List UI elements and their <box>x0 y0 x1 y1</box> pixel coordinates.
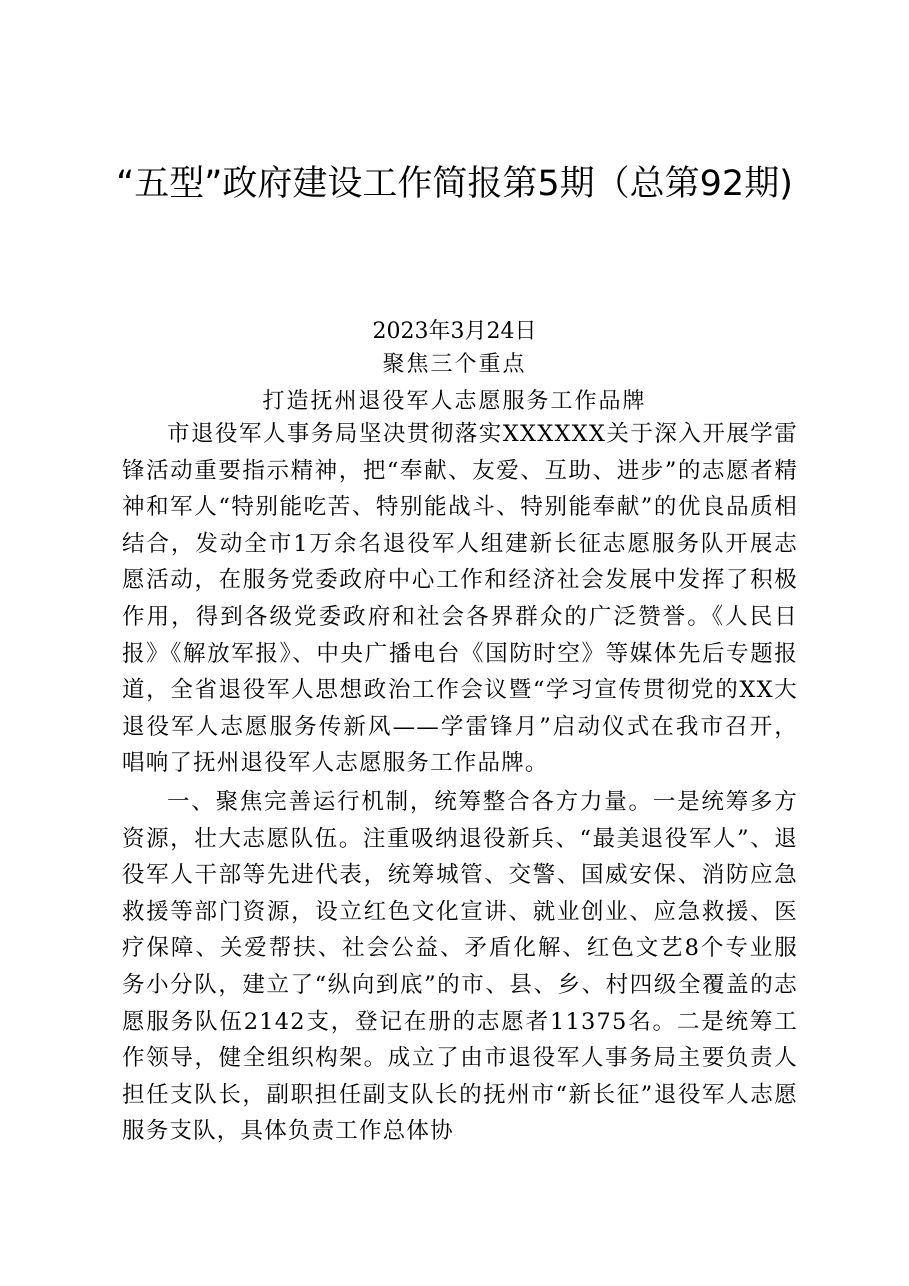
document-title: “五型”政府建设工作简报第5期（总第92期) <box>116 164 793 204</box>
article-subtitle-line2: 打造抚州退役军人志愿服务工作品牌 <box>262 389 647 414</box>
paragraph-intro: 市退役军人事务局坚决贯彻落实XXXXXX关于深入开展学雷锋活动重要指示精神，把“奉献、友爱、互助、进步”的志愿者精神和军人“特别能吃苦、特别能战斗、特别能奉献”的优良品质相结合，发动全市1万余名退役军人组建新长征志愿服务队开展志愿活动，在服务党委政府中心工作和经济社会发展中发挥了积极作用，得到各级党委政府和社会各界群众的广泛赞誉。《人民日报》《解放军报》、中央广播电台《国防时空》等媒体先后专题报道，全省退役军人思想政治工作会议暨“学习宣传贯彻党的XX大退役军人志愿服务传新风——学雷锋月”启动仪式在我市召开，唱响了抚州退役军人志愿服务工作品牌。 <box>122 421 798 777</box>
article-subtitle-line1: 聚焦三个重点 <box>382 352 527 377</box>
paragraph-section-one: 一、聚焦完善运行机制，统筹整合各方力量。一是统筹多方资源，壮大志愿队伍。注重吸纳退役新兵、“最美退役军人”、退役军人干部等先进代表，统筹城管、交警、国威安保、消防应急救援等部门资源，设立红色文化宣讲、就业创业、应急救援、医疗保障、关爱帮扶、社会公益、矛盾化解、红色文艺8个专业服务小分队，建立了“纵向到底”的市、县、乡、村四级全覆盖的志愿服务队伍2142支，登记在册的志愿者11375名。二是统筹工作领导，健全组织构架。成立了由市退役军人事务局主要负责人担任支队长，副职担任副支队长的抚州市“新长征”退役军人志愿服务支队，具体负责工作总体协 <box>122 788 798 1145</box>
document-date: 2023年3月24日 <box>372 319 537 344</box>
article-body <box>122 416 798 1150</box>
